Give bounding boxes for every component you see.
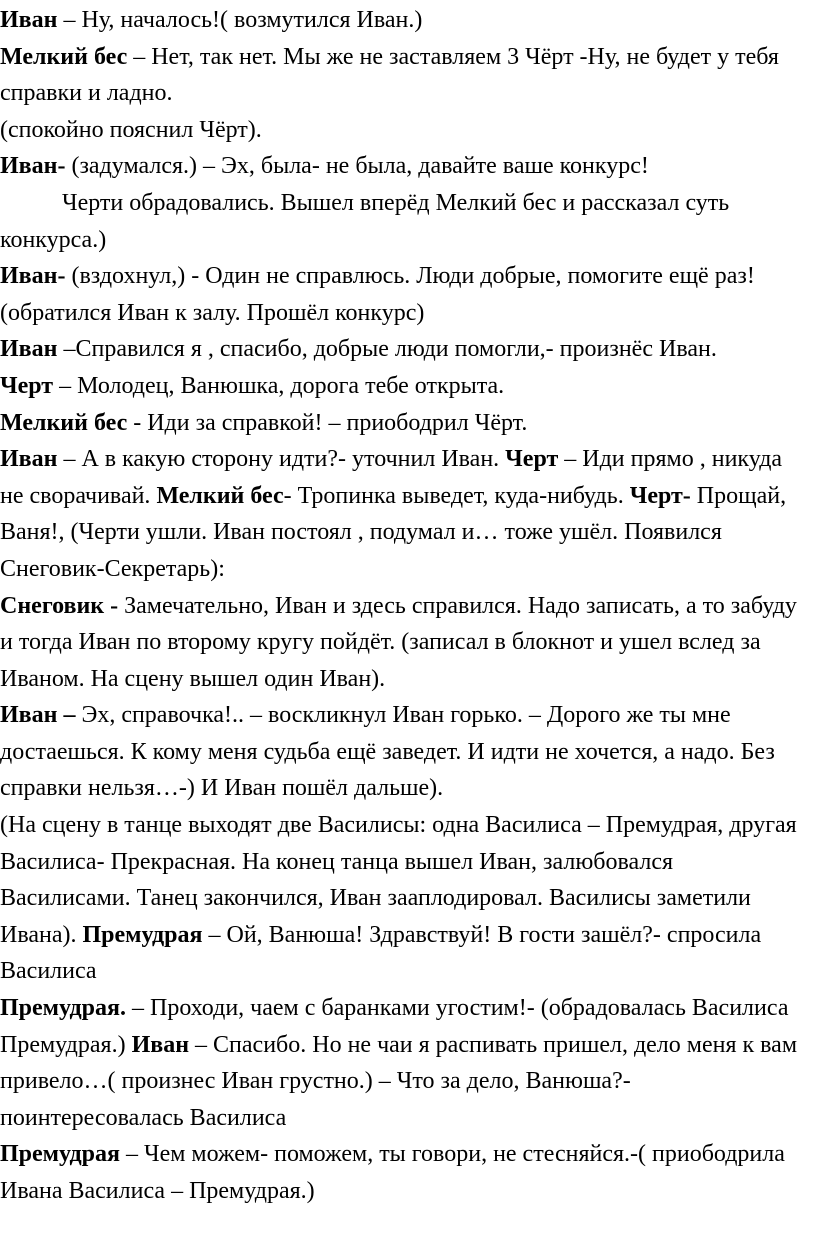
text-run: - Иди за справкой! – приободрил Чёрт.: [127, 409, 528, 436]
text-run: (вздохнул,) - Один не справлюсь. Люди добрые, помогите ещё раз! (обратился Иван к залу. Прошёл конкурс): [0, 263, 755, 326]
text-run: (спокойно пояснил Чёрт).: [0, 116, 262, 143]
speaker-label: Снеговик -: [0, 592, 119, 619]
speaker-label: Иван: [0, 336, 58, 363]
speaker-label: Мелкий бес: [156, 482, 284, 509]
text-run: - Тропинка выведет, куда-нибудь.: [283, 482, 630, 509]
paragraph-p4: [0, 148, 806, 185]
paragraph-p1: [0, 2, 806, 39]
paragraph-p10: [0, 441, 806, 587]
text-run: –Справился я , спасибо, добрые люди помогли,- произнёс Иван.: [57, 336, 717, 363]
speaker-label: Иван: [0, 7, 58, 33]
text-run: – Спасибо. Но не чаи я распивать пришел, дело меня к вам привело…( произнес Иван грустно.) – Что за дело, Ванюша?- поинтересовалась Василиса: [0, 1031, 798, 1131]
paragraph-p3: [0, 112, 806, 149]
text-run: – Проходи, чаем с баранками угостим!- (обрадовалась Василиса Премудрая.): [0, 995, 789, 1058]
paragraph-p8: [0, 368, 806, 405]
paragraph-p9: [0, 405, 806, 442]
speaker-label: Иван: [0, 446, 58, 473]
text-run: (На сцену в танце выходят две Василисы: одна Василиса – Премудрая, другая Василиса- Прекрасная. На конец танца вышел Иван, залюбовался Василисами. Танец закончился, Иван зааплодировал. Василисы заметили Ивана).: [0, 812, 797, 948]
text-run: Замечательно, Иван и здесь справился. Надо записать, а то забуду и тогда Иван по второму кругу пойдёт. (записал в блокнот и ушел вслед за Иваном. На сцену вышел один Иван).: [0, 592, 797, 692]
text-run: – А в какую сторону идти?- уточнил Иван.: [57, 446, 506, 473]
text-run: – Молодец, Ванюшка, дорога тебе открыта.: [53, 372, 505, 399]
paragraph-p7: [0, 331, 806, 368]
paragraph-p12: [0, 697, 806, 807]
paragraph-p11: [0, 588, 806, 698]
speaker-label: Иван: [131, 1031, 190, 1058]
speaker-label: Мелкий бес: [0, 409, 128, 436]
speaker-label: Черт: [505, 446, 559, 473]
text-run: (задумался.) – Эх, была- не была, давайте ваше конкурс!: [65, 153, 649, 180]
text-run: Прощай, Ваня!, (Черти ушли. Иван постоял , подумал и… тоже ушёл. Появился Снеговик-Секретарь):: [0, 482, 787, 582]
document-body: [0, 2, 806, 1210]
speaker-label: Иван –: [0, 702, 76, 729]
speaker-label: Черт-: [629, 482, 691, 509]
speaker-label: Премудрая: [0, 1141, 120, 1168]
text-run: Черти обрадовались. Вышел вперёд Мелкий бес и рассказал суть конкурса.): [0, 189, 730, 253]
speaker-label: Премудрая: [82, 921, 203, 948]
paragraph-p5: [0, 185, 806, 258]
speaker-label: Иван-: [0, 153, 66, 180]
text-run: – Иди прямо , никуда не сворачивай.: [0, 446, 783, 509]
speaker-label: Черт: [0, 372, 54, 399]
text-run: – Ну, началось!( возмутился Иван.): [57, 7, 423, 33]
paragraph-p14: [0, 990, 806, 1136]
paragraph-p2: [0, 39, 806, 112]
paragraph-p6: [0, 258, 806, 331]
paragraph-p13: [0, 807, 806, 990]
text-run: – Нет, так нет. Мы же не заставляем 3 Чёрт -Ну, не будет у тебя справки и ладно.: [0, 43, 779, 107]
text-run: – Ой, Ванюша! Здравствуй! В гости зашёл?- спросила Василиса: [0, 921, 762, 985]
speaker-label: Мелкий бес: [0, 43, 128, 70]
text-run: – Чем можем- поможем, ты говори, не стесняйся.-( приободрила Ивана Василиса – Премудрая.): [0, 1141, 785, 1204]
speaker-label: Премудрая.: [0, 995, 126, 1022]
paragraph-p15: [0, 1136, 806, 1209]
text-run: Эх, справочка!.. – воскликнул Иван горько. – Дорого же ты мне достаешься. К кому меня судьба ещё заведет. И идти не хочется, а надо. Без справки нельзя…-) И Иван пошёл дальше).: [0, 702, 775, 802]
speaker-label: Иван-: [0, 263, 66, 290]
